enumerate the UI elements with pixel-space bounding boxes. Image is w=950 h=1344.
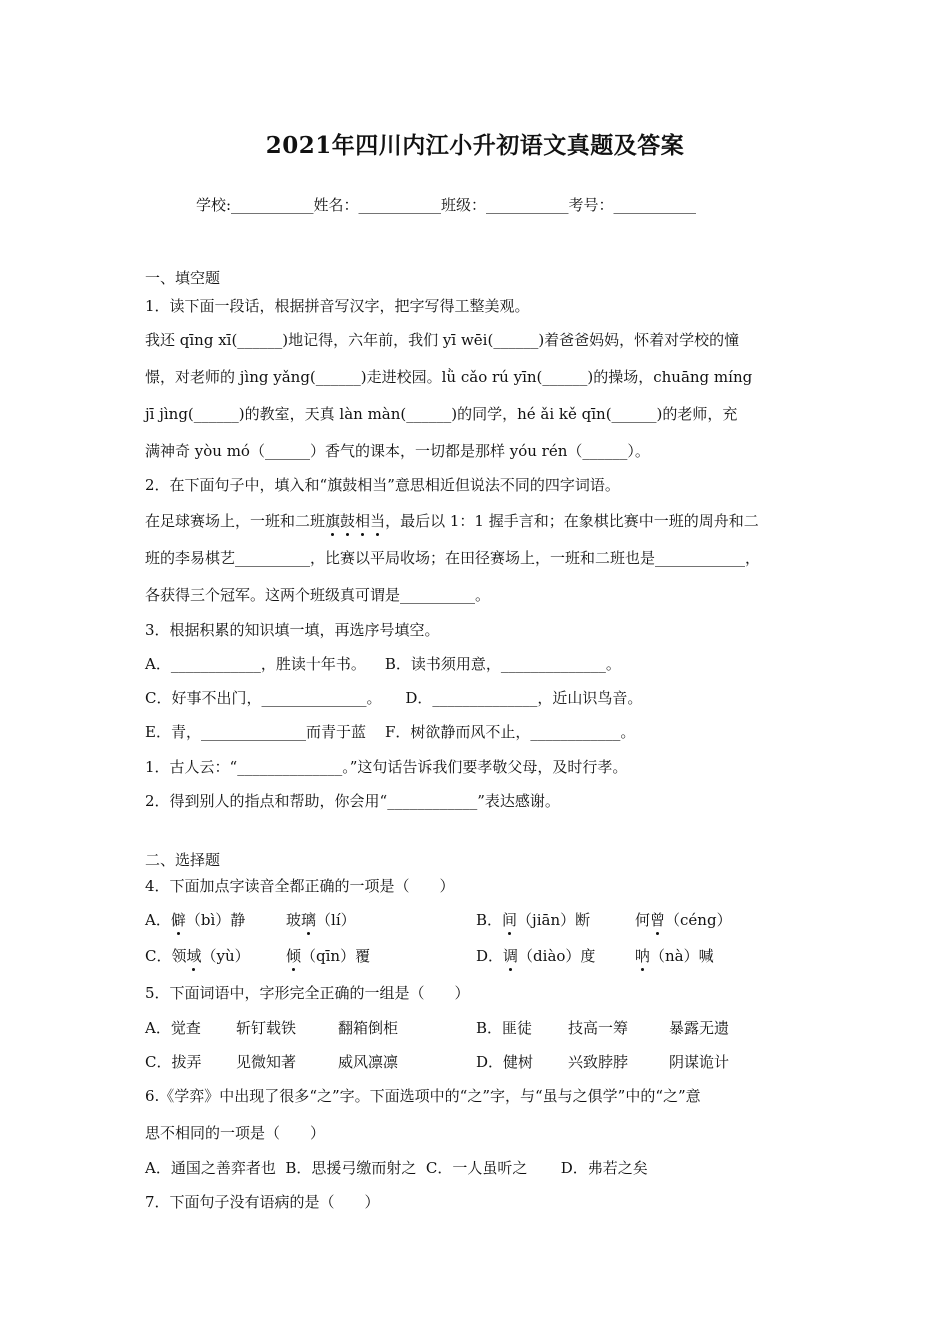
q2-line-1: 在足球赛场上，一班和二班旗鼓相当，最后以 1：1 握手言和；在象棋比赛中一班的周舟和二 (145, 512, 759, 530)
dotted-char: 间 (502, 911, 518, 929)
q6-line-1: 6.《学弈》中出现了很多“之”字。下面选项中的“之”字，与“虽与之俱学”中的“之”意 (145, 1087, 701, 1105)
q3-sub-2: 2．得到别人的指点和帮助，你会用“____________”表达感谢。 (145, 792, 560, 810)
dotted-char: 僻 (170, 911, 186, 929)
q1-line-1: 我还 qīng xī(______)地记得，六年前，我们 yī wēi(______)着爸爸妈妈，怀着对学校的憧 (145, 331, 740, 349)
dotted-char: 呐 (635, 947, 651, 965)
q5-option-c-word2: 见微知著 (236, 1053, 297, 1071)
q4-option-d-word2: 呐（nà）喊 (635, 947, 714, 965)
q2-line-3: 各获得三个冠军。这两个班级真可谓是__________。 (145, 586, 491, 604)
q3-stem: 3．根据积累的知识填一填，再选序号填空。 (145, 621, 440, 639)
page-title: 2021年四川内江小升初语文真题及答案 (265, 132, 685, 159)
q1-line-4: 满神奇 yòu mó（______）香气的课本，一切都是那样 yóu rén（______）。 (145, 442, 650, 460)
student-info-line: 学校:___________姓名：___________班级：___________考号：___________ (196, 196, 697, 214)
q5-option-c: C．拔弄 (145, 1053, 202, 1071)
q5-stem: 5．下面词语中，字形完全正确的一组是（ ） (145, 984, 470, 1002)
q3-line-3: E．青，______________而青于蓝 F．树欲静而风不止，____________。 (145, 723, 636, 741)
dotted-char: 曾 (650, 911, 666, 929)
q4-option-c-word2: 倾（qīn）覆 (286, 947, 371, 965)
q6-line-2: 思不相同的一项是（ ） (145, 1124, 326, 1142)
dotted-char: 当 (370, 512, 386, 530)
dotted-char: 相 (355, 512, 371, 530)
q7-stem: 7．下面句子没有语病的是（ ） (145, 1193, 380, 1211)
q5-option-a-word2: 斩钉载铁 (236, 1019, 297, 1037)
q3-line-1: A．____________，胜读十年书。 B．读书须用意，______________。 (145, 655, 621, 673)
section-heading-fill-blank: 一、填空题 (145, 269, 221, 287)
q1-line-3: jī jìng(______)的教室，天真 làn màn(______)的同学，hé ǎi kě qīn(______)的老师，充 (145, 405, 738, 423)
section-heading-choice: 二、选择题 (145, 851, 221, 869)
q5-option-d-word3: 阴谋诡计 (669, 1053, 730, 1071)
q5-option-b-word2: 技高一筹 (568, 1019, 629, 1037)
q1-line-2: 憬，对老师的 jìng yǎng(______)走进校园。lǜ cǎo rú yīn(______)的操场，chuāng míng (145, 368, 753, 386)
q4-stem: 4．下面加点字读音全都正确的一项是（ ） (145, 877, 455, 895)
q5-option-a: A．觉查 (145, 1019, 201, 1037)
q4-option-d: D．调（diào）度 (476, 947, 596, 965)
q4-option-b-word2: 何曾（céng） (635, 911, 732, 929)
dotted-char: 鼓 (340, 512, 356, 530)
q1-stem: 1．读下面一段话，根据拼音写汉字，把字写得工整美观。 (145, 297, 530, 315)
q2-stem: 2．在下面句子中，填入和“旗鼓相当”意思相近但说法不同的四字词语。 (145, 476, 620, 494)
q5-option-d: D．健树 (476, 1053, 534, 1071)
dotted-char: 域 (186, 947, 202, 965)
q4-option-c: C．领域（yù） (145, 947, 250, 965)
dotted-char: 倾 (286, 947, 302, 965)
dotted-char: 璃 (301, 911, 317, 929)
dotted-char: 旗 (325, 512, 341, 530)
q3-line-2: C．好事不出门，______________。 D．______________，近山识鸟音。 (145, 689, 643, 707)
q5-option-b-word3: 暴露无遗 (669, 1019, 730, 1037)
q3-sub-1: 1．古人云：“______________。”这句话告诉我们要孝敬父母，及时行孝。 (145, 758, 628, 776)
q5-option-d-word2: 兴致脖脖 (568, 1053, 629, 1071)
dotted-char: 调 (503, 947, 519, 965)
q4-option-b: B．间（jiān）断 (476, 911, 591, 929)
q4-option-a-word2: 玻璃（lí） (286, 911, 356, 929)
q5-option-a-word3: 翻箱倒柜 (338, 1019, 399, 1037)
q5-option-c-word3: 威风凛凛 (338, 1053, 399, 1071)
q6-options: A．通国之善弈者也 B．思援弓缴而射之 C．一人虽听之 D．弗若之矣 (145, 1159, 648, 1177)
q2-line-2: 班的李易棋艺__________，比赛以平局收场；在田径赛场上，一班和二班也是____________， (145, 549, 761, 567)
q5-option-b: B．匪徒 (476, 1019, 533, 1037)
q4-option-a: A．僻（bì）静 (145, 911, 246, 929)
